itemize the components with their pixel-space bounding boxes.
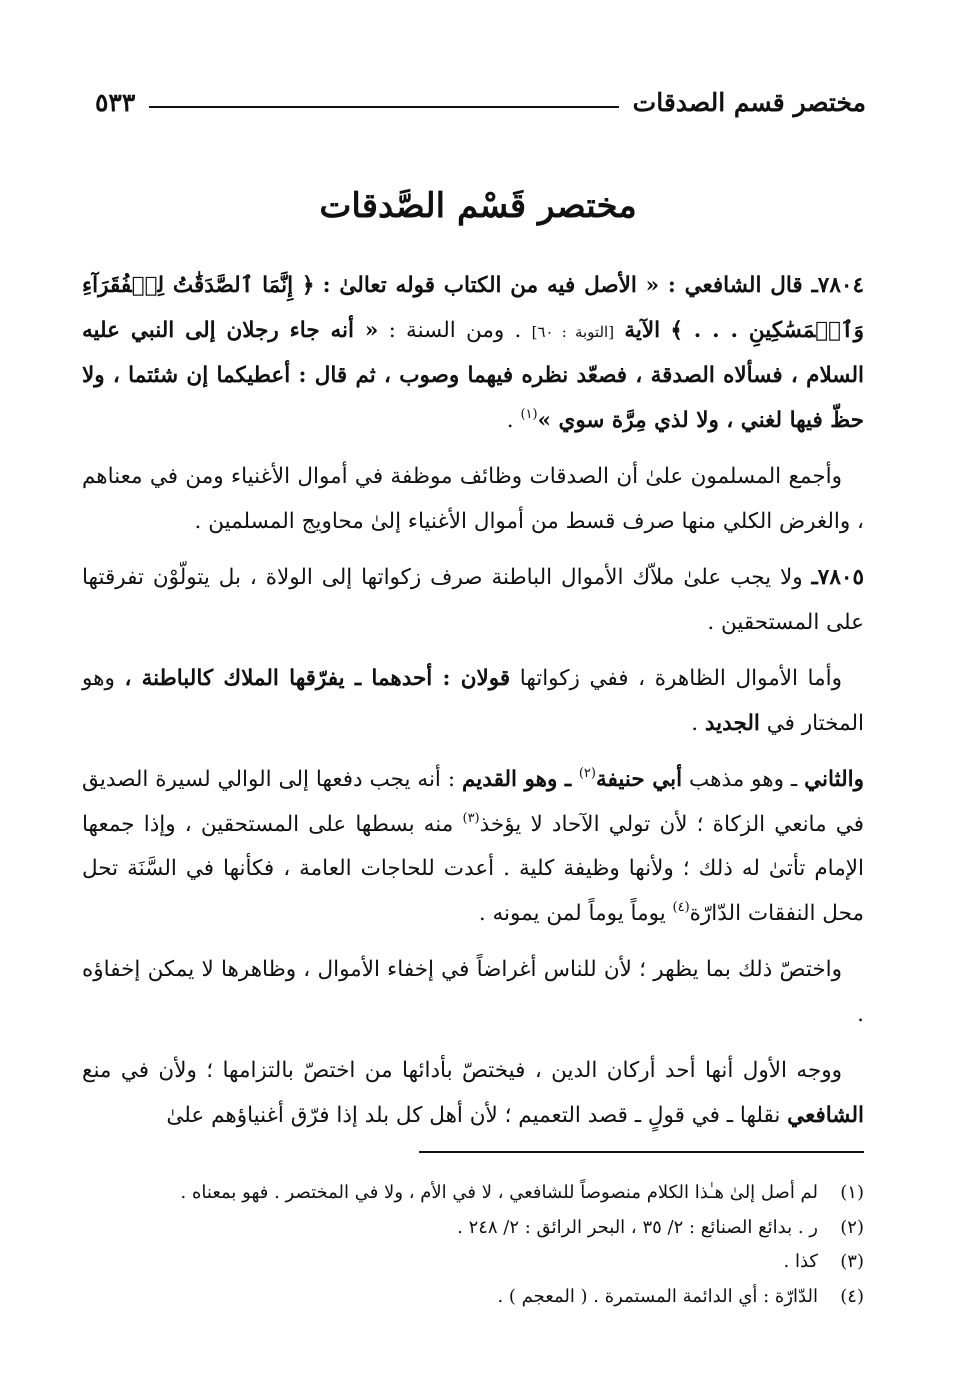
p2-text: وأجمع المسلمون علىٰ أن الصدقات وظائف موظفة في أموال الأغنياء ومن في معناهم ، والغرض الكلي منها صرف قسط من أموال الأغنياء إلىٰ محاويج المسلمين .: [82, 464, 864, 534]
p3-text: ولا يجب علىٰ ملاّك الأموال الباطنة صرف زكواتها إلى الولاة ، بل يتولّوْن تفرقتها على المستحقين .: [82, 565, 864, 635]
footnote-ref-2[interactable]: (٢): [578, 766, 596, 781]
footnote-number: (٢): [840, 1216, 864, 1238]
p5-part2: : أنه يجب دفعها إلى الوالي لسيرة الصديق في مانعي الزكاة ؛ لأن تولي الآحاد لا يؤخذ: [82, 767, 864, 837]
p1-sunna-lead: . ومن السنة :: [388, 317, 522, 343]
p1-lead: ٧٨٠٤ـ قال الشافعي : « الأصل فيه من الكتاب قوله تعالىٰ :: [322, 273, 864, 298]
footnote-ref-3[interactable]: (٣): [462, 810, 480, 826]
footnote-item: [82, 1211, 864, 1246]
footnote-number: (٤): [840, 1285, 864, 1307]
footnote-item: [82, 1245, 864, 1280]
footnote-text: ر . بدائع الصنائع : ٢/ ٣٥ ، البحر الرائق : ٢/ ٢٤٨ .: [457, 1216, 818, 1238]
main-text: [82, 264, 864, 1138]
p4-bold2: الجديد: [704, 710, 760, 736]
footnotes: [82, 1176, 864, 1314]
p7-part1: ووجه الأول أنها أحد أركان الدين ، فيختصّ بأدائها من اختصّ بالتزامها ؛ ولأن في منع: [82, 1058, 842, 1083]
paragraph-7804: [82, 264, 864, 443]
running-header: [95, 82, 866, 122]
footnote-separator: [419, 1151, 864, 1153]
p4-part2: وهو المختار في: [82, 666, 864, 736]
paragraph-second-opinion: [82, 758, 864, 936]
p5-tail: يوماً يوماً لمن يمونه .: [478, 900, 673, 926]
footnote-item: [82, 1176, 864, 1211]
header-rule: [149, 106, 618, 108]
paragraph-first-view: [82, 1049, 864, 1138]
p4-tail: .: [691, 710, 705, 736]
p5-part3: منه بسطها على المستحقين ، وإذا جمعها الإمام تأتىٰ له ذلك ؛ ولأنها وظيفة كلية . أعدت للحاجات العامة ، فكأنها في السَّنَة تحل محل النفقات الدّارّة: [82, 811, 864, 926]
p5-part1: ـ وهو مذهب: [682, 767, 805, 792]
footnote-item: [82, 1280, 864, 1315]
footnote-number: (١): [840, 1182, 864, 1203]
page-number: ٥٣٣: [95, 87, 136, 117]
paragraph-7805: [82, 556, 864, 645]
p4-part1: وأما الأموال الظاهرة ، ففي زكواتها: [519, 666, 842, 691]
p4-bold1: قولان : أحدهما ـ يفرّقها الملاك كالباطنة ،: [124, 666, 511, 691]
running-title: مختصر قسم الصدقات: [632, 87, 866, 117]
p5-bold2: أبي حنيفة: [595, 767, 683, 792]
p5-bold3: ـ وهو القديم: [461, 767, 579, 792]
footnote-number: (٣): [840, 1251, 864, 1272]
p5-bold1: والثاني: [804, 767, 864, 792]
p1-tail: .: [506, 407, 521, 433]
p7-part2: نقلها ـ في قولٍ ـ قصد التعميم ؛ لأن أهل كل بلد إذا فرّق أغنياؤهم علىٰ: [166, 1102, 788, 1128]
footnote-text: لم أصل إلىٰ هـٰذا الكلام منصوصاً للشافعي ، لا في الأم ، ولا في المختصر . فهو بمعناه .: [180, 1182, 818, 1203]
paragraph-consensus: [82, 455, 864, 544]
footnote-text: الدّارّة : أي الدائمة المستمرة . ( المعجم ) .: [497, 1285, 818, 1307]
paragraph-apparent-wealth: [82, 657, 864, 746]
paragraph-concealment: [82, 948, 864, 1037]
p3-number: ٧٨٠٥ـ: [811, 565, 864, 590]
quran-verse: ﴿ إِنَّمَا ٱلصَّدَقَٰتُ لِلۡفُقَرَآءِ وَٱلۡمَسَٰكِينِ . . . ﴾: [82, 273, 865, 343]
chapter-title: مختصر قَسْم الصَّدقات: [319, 186, 637, 226]
footnote-ref-1[interactable]: (١): [520, 406, 538, 422]
footnote-ref-4[interactable]: (٤): [672, 899, 690, 915]
p1-after-verse: الآية: [624, 317, 661, 343]
hadith-text: « أنه جاء رجلان إلى النبي عليه السلام ، فسألاه الصدقة ، فصعّد نظره فيهما وصوب ، ثم قال : أعطيكما إن شئتما ، ولا حظّ فيها لغني ، ولا لذي مِرَّة سوي »: [82, 317, 864, 433]
p6-text: واختصّ ذلك بما يظهر ؛ لأن للناس أغراضاً في إخفاء الأموال ، وظاهرها لا يمكن إخفاؤه .: [82, 957, 864, 1027]
footnote-text: كذا .: [783, 1251, 818, 1272]
p7-bold1: الشافعي: [787, 1102, 864, 1128]
verse-reference: [التوبة : ٦٠]: [531, 322, 615, 341]
